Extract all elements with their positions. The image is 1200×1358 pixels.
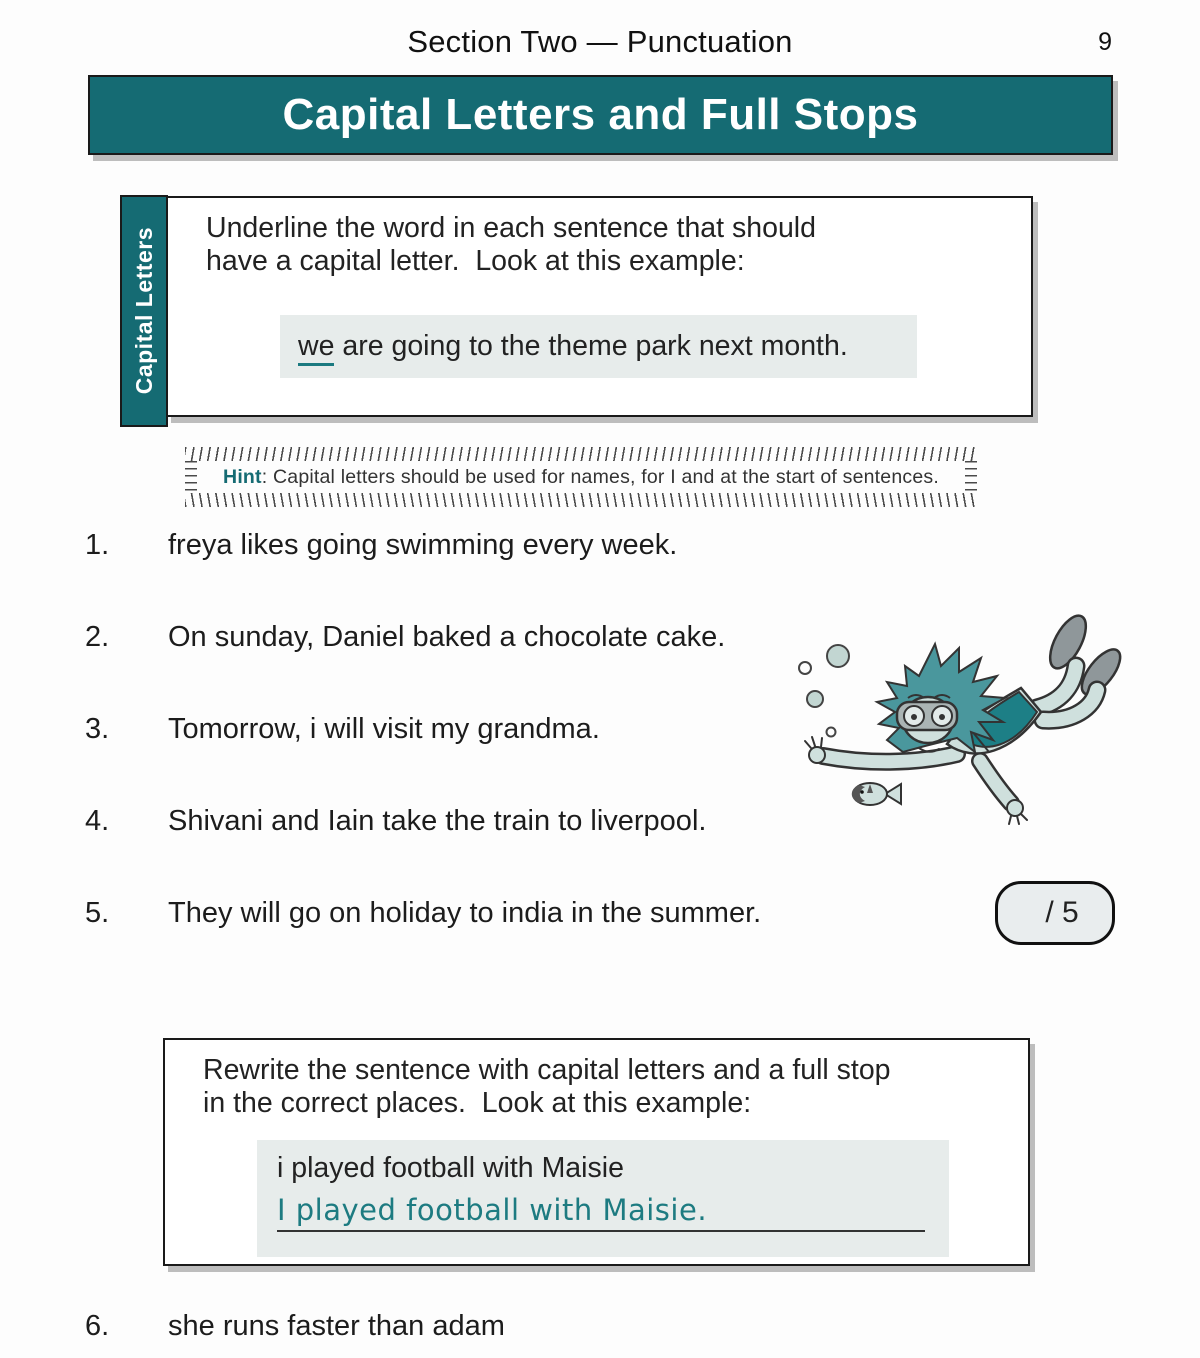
right-hand [1007, 800, 1027, 824]
question-text: On sunday, Daniel baked a chocolate cake. [168, 621, 726, 653]
hint-hatch-bottom [185, 493, 977, 507]
title-banner [88, 75, 1113, 155]
question-text: she runs faster than adam [168, 1310, 505, 1342]
exercise1-box [166, 196, 1033, 417]
score-box [995, 881, 1115, 945]
section-header: Section Two — Punctuation [407, 24, 793, 59]
question-text: freya likes going swimming every week. [168, 529, 678, 561]
hint-box [185, 447, 977, 507]
exercise2-instruction-line2: in the correct places. Look at this example: [203, 1087, 752, 1120]
exercise2-example-prompt: i played football with Maisie [277, 1152, 624, 1184]
exercise2-instructions [203, 1054, 891, 1120]
hint-hatch-left [185, 461, 197, 493]
question-text: Tomorrow, i will visit my grandma. [168, 713, 600, 745]
exercise1-instructions [206, 212, 816, 278]
fish-icon [852, 783, 901, 805]
question-text: Shivani and Iain take the train to liverpool. [168, 805, 707, 837]
question-row-6 [0, 1310, 1000, 1346]
left-hand [805, 737, 825, 763]
swimmer-illustration [775, 606, 1123, 842]
question-number: 4. [85, 805, 110, 837]
exercise2-example-answer: I played football with Maisie. [277, 1193, 708, 1227]
page-number: 9 [1098, 28, 1112, 56]
topic-tab-label: Capital Letters [130, 227, 157, 395]
hint-label: Hint [223, 465, 262, 488]
exercise1-example [280, 315, 917, 378]
example-sentence-rest: are going to the theme park next month. [334, 330, 848, 362]
exercise2-example [257, 1140, 949, 1257]
score-value: / 5 [1045, 896, 1079, 929]
exercise1-instruction-line1: Underline the word in each sentence that should [206, 212, 816, 244]
hint-hatch-right [965, 461, 977, 493]
hint-hatch-top [185, 447, 977, 461]
hint-text [197, 466, 965, 489]
question-row-5 [0, 897, 1000, 933]
exercise1-instruction-line2: have a capital letter. Look at this example: [206, 245, 745, 278]
question-number: 5. [85, 897, 110, 929]
bubbles-icon [799, 645, 849, 737]
question-number: 3. [85, 713, 110, 745]
exercise2-instruction-line1: Rewrite the sentence with capital letters and a full stop [203, 1054, 891, 1086]
underlined-example-word: we [298, 330, 334, 366]
question-number: 2. [85, 621, 110, 653]
question-row-1 [0, 529, 1000, 565]
exercise2-box [163, 1038, 1030, 1266]
hint-body: : Capital letters should be used for names, for I and at the start of sentences. [261, 465, 939, 488]
page-title: Capital Letters and Full Stops [282, 90, 919, 139]
question-number: 6. [85, 1310, 110, 1342]
question-number: 1. [85, 529, 110, 561]
topic-tab [120, 195, 168, 427]
question-text: They will go on holiday to india in the summer. [168, 897, 762, 929]
exercise2-answer-line [277, 1193, 925, 1232]
exercise1-example-sentence [298, 330, 848, 363]
